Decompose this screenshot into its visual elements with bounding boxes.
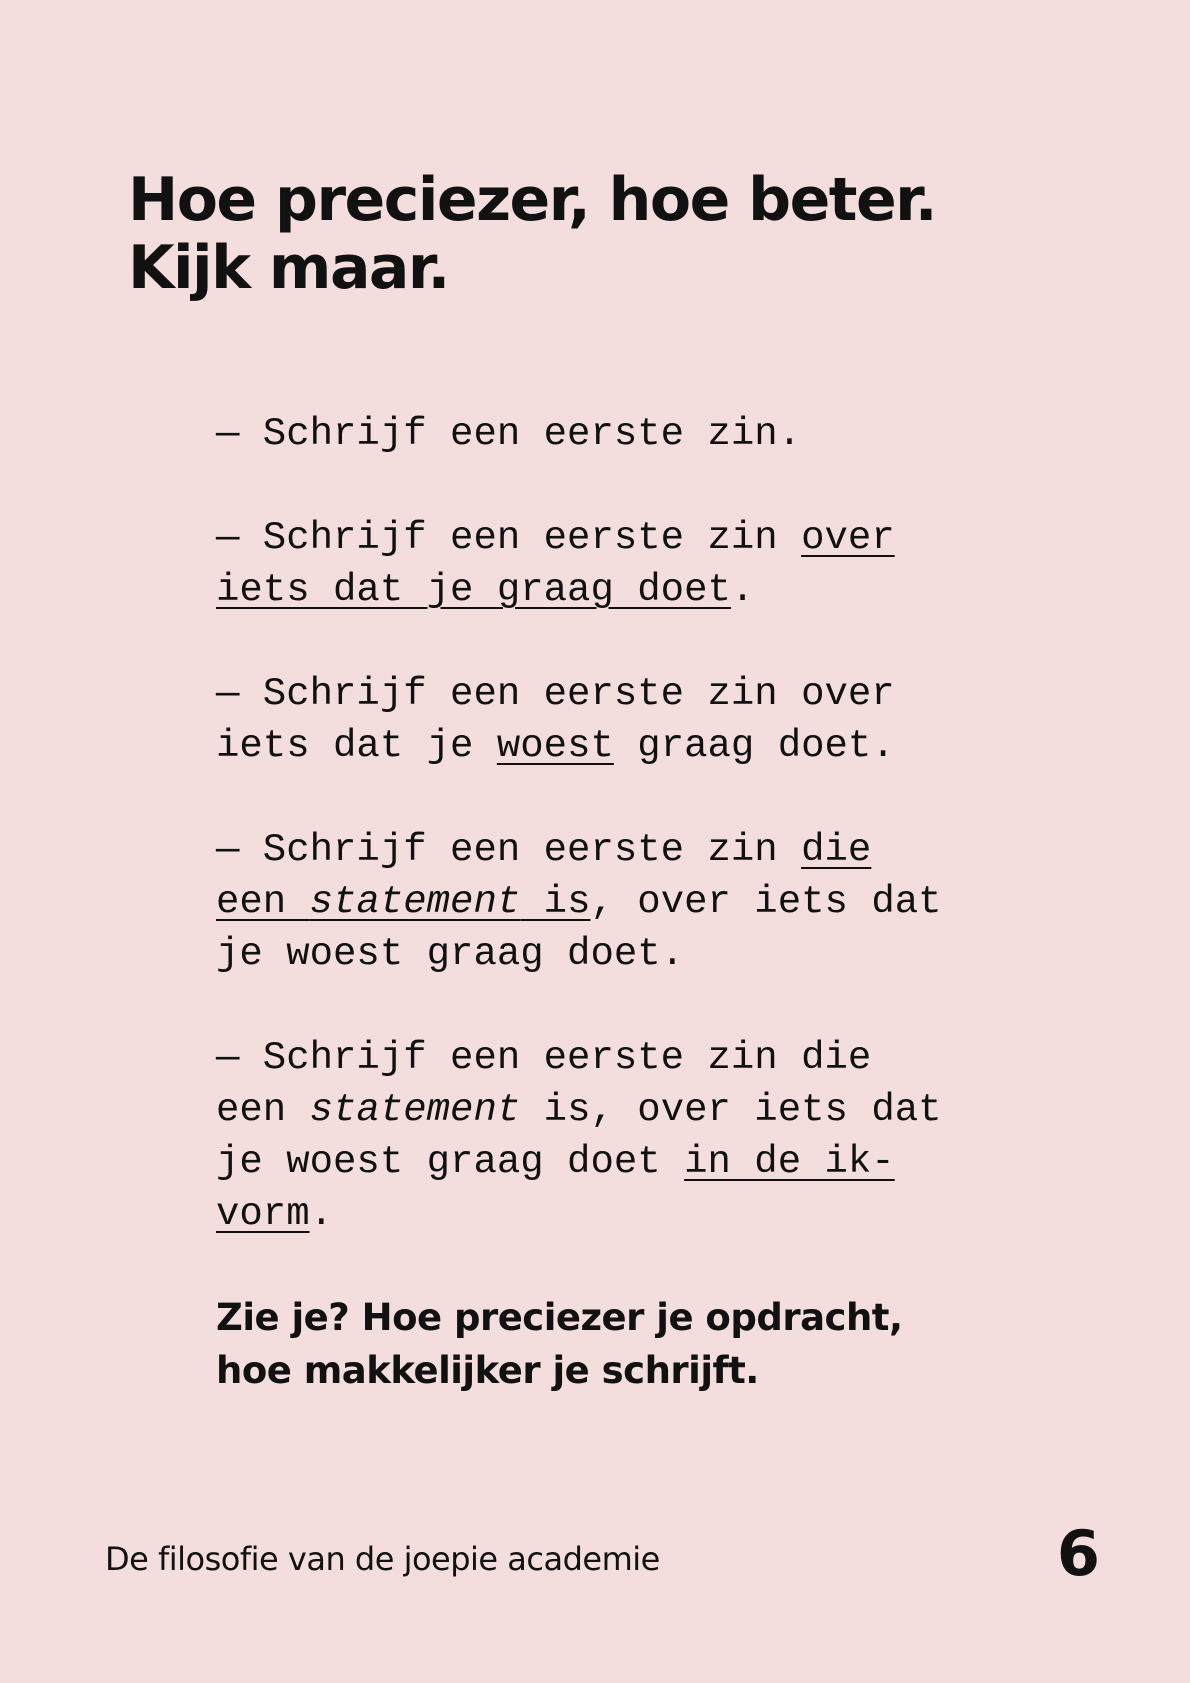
exercise-line (216, 824, 1116, 876)
underlined-text: die (801, 828, 872, 872)
exercise-text: je woest graag doet. (216, 932, 685, 976)
underlined-text: is (520, 880, 591, 924)
exercise-line (216, 720, 1116, 772)
emphasized-text: statement (309, 880, 521, 924)
exercise-line (216, 1032, 1116, 1084)
exercise-line (216, 1188, 1116, 1240)
underlined-text: een (216, 880, 310, 924)
footer-publication-title: De filosofie van de joepie academie (105, 1540, 660, 1578)
conclusion-emphasis: Hoe preciezer je opdracht, (349, 1296, 903, 1339)
exercise-text: — Schrijf een eerste zin (216, 828, 802, 872)
underlined-text: in de ik- (684, 1140, 895, 1184)
title-line-1: Hoe preciezer, hoe beter. (128, 165, 937, 235)
exercise-line (216, 564, 1116, 616)
exercise-text: , over iets dat (590, 880, 942, 924)
exercise-text: — Schrijf een eerste zin. (216, 412, 802, 456)
emphasized-text: statement (309, 1088, 521, 1132)
exercise-text: . (730, 568, 755, 612)
exercise-text: je woest graag doet (216, 1140, 685, 1184)
exercise-text: iets dat je (216, 724, 497, 768)
underlined-text: woest (496, 724, 614, 768)
underlined-text (310, 880, 521, 924)
exercise-text: — Schrijf een eerste zin die (216, 1036, 872, 1080)
underlined-text: vorm (216, 1192, 310, 1236)
exercise-item (216, 668, 1116, 772)
exercise-item (216, 824, 1116, 980)
underlined-text: iets dat je graag doet (216, 568, 731, 612)
exercise-text: — Schrijf een eerste zin over (216, 672, 895, 716)
exercise-line (216, 408, 1116, 460)
underlined-text: over (801, 516, 895, 560)
conclusion-line-2: hoe makkelijker je schrijft. (216, 1349, 759, 1392)
conclusion (216, 1291, 903, 1397)
conclusion-line-1 (216, 1291, 903, 1344)
conclusion-lead: Zie je? (216, 1296, 350, 1339)
exercise-text: is, over iets dat (520, 1088, 942, 1132)
exercise-list (216, 408, 1116, 1292)
exercise-text: . (309, 1192, 334, 1236)
exercise-text: graag doet. (613, 724, 895, 768)
exercise-item (216, 512, 1116, 616)
title-line-2: Kijk maar. (128, 233, 449, 303)
exercise-item (216, 408, 1116, 460)
exercise-line (216, 876, 1116, 928)
page-title (128, 166, 936, 302)
page-number: 6 (1056, 1517, 1100, 1590)
exercise-text: — Schrijf een eerste zin (216, 516, 802, 560)
exercise-line (216, 668, 1116, 720)
exercise-item (216, 1032, 1116, 1240)
exercise-line (216, 1136, 1116, 1188)
exercise-line (216, 1084, 1116, 1136)
exercise-line (216, 928, 1116, 980)
exercise-line (216, 512, 1116, 564)
exercise-text: een (216, 1088, 310, 1132)
